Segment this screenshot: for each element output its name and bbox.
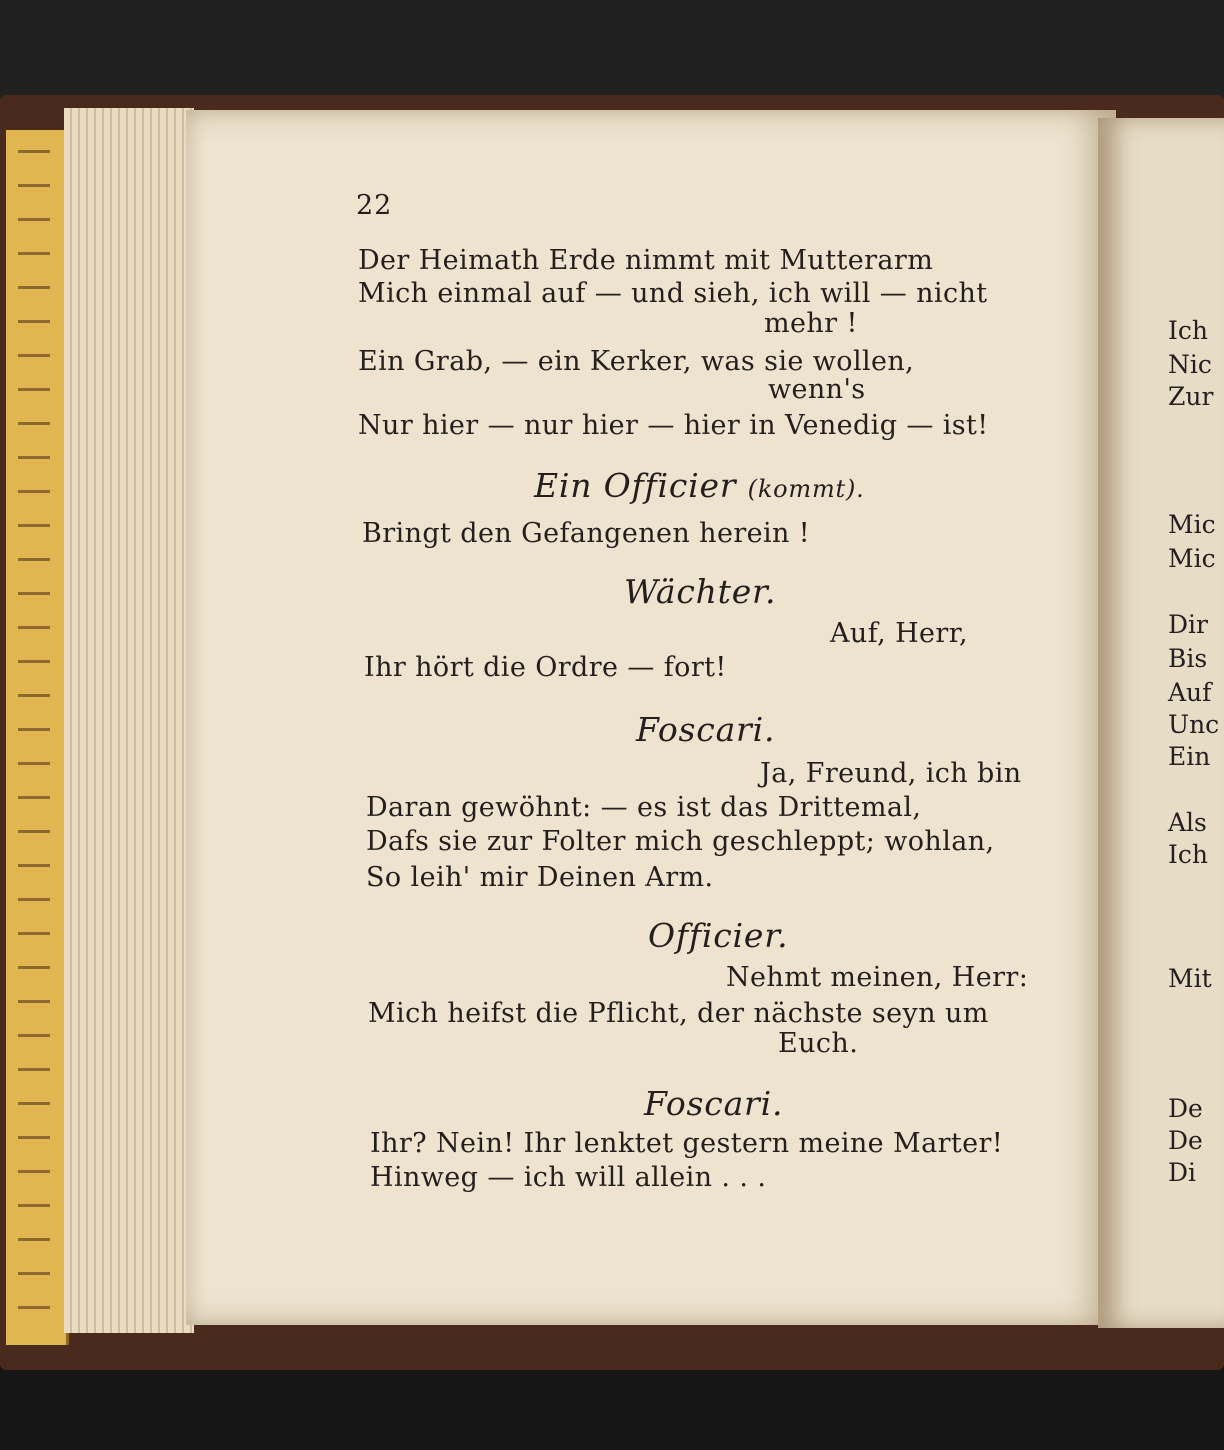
speaker-name-text: Ein Officier [534,466,737,505]
facing-page-fragment: Ein [1168,742,1211,771]
facing-page-fragment: Mic [1168,510,1216,539]
facing-page-fragment: Bis [1168,644,1208,673]
verse-line: So leih' mir Deinen Arm. [366,862,714,893]
verse-line: Mich heifst die Pflicht, der nächste seyn um [368,998,989,1029]
speaker-name: Wächter. [624,572,777,611]
verse-line: Mich einmal auf — und sieh, ich will — nicht [358,278,988,309]
verse-line: Auf, Herr, [830,618,969,649]
facing-page-fragment: Dir [1168,610,1208,639]
facing-page-fragment: Auf [1168,678,1212,707]
verse-line: Hinweg — ich will allein . . . [370,1162,767,1193]
verse-line: mehr ! [764,308,858,339]
facing-page-fragment: Als [1168,808,1207,837]
facing-page-fragment: De [1168,1094,1203,1123]
verse-line: Dafs sie zur Folter mich geschleppt; wohlan, [366,826,995,857]
verse-line: Ihr hört die Ordre — fort! [364,652,727,683]
page-stack-edges [64,108,194,1333]
facing-page-fragment: Mit [1168,964,1212,993]
verse-line: Nehmt meinen, Herr: [726,962,1029,993]
stage-direction: (kommt). [747,475,865,503]
facing-page-fragment: Zur [1168,382,1214,411]
verse-line: Ja, Freund, ich bin [760,758,1022,789]
facing-page-fragment: Unc [1168,710,1220,739]
verse-line: Ein Grab, — ein Kerker, was sie wollen, [358,346,915,377]
facing-page-fragment: De [1168,1126,1203,1155]
book-edge-ornament [18,150,50,1320]
speaker-name: Foscari. [644,1084,784,1123]
verse-line: Ihr? Nein! Ihr lenktet gestern meine Marter! [370,1128,1004,1159]
verse-line: Euch. [778,1028,859,1059]
verse-line: Der Heimath Erde nimmt mit Mutterarm [358,245,934,276]
facing-page [1098,118,1224,1328]
background-top [0,0,1224,110]
speaker-name: Foscari. [636,710,776,749]
speaker-name: Officier. [648,916,789,955]
page-number: 22 [356,190,393,221]
facing-page-fragment: Ich [1168,316,1208,345]
verse-line: Bringt den Gefangenen herein ! [362,518,811,549]
verse-line: wenn's [768,374,866,405]
verse-line: Daran gewöhnt: — es ist das Drittemal, [366,792,922,823]
facing-page-fragment: Mic [1168,544,1216,573]
facing-page-fragment: Di [1168,1158,1197,1187]
speaker-name [534,466,865,505]
book-page [186,110,1116,1325]
facing-page-fragment: Ich [1168,840,1208,869]
facing-page-fragment: Nic [1168,350,1212,379]
verse-line: Nur hier — nur hier — hier in Venedig — ist! [358,410,989,441]
